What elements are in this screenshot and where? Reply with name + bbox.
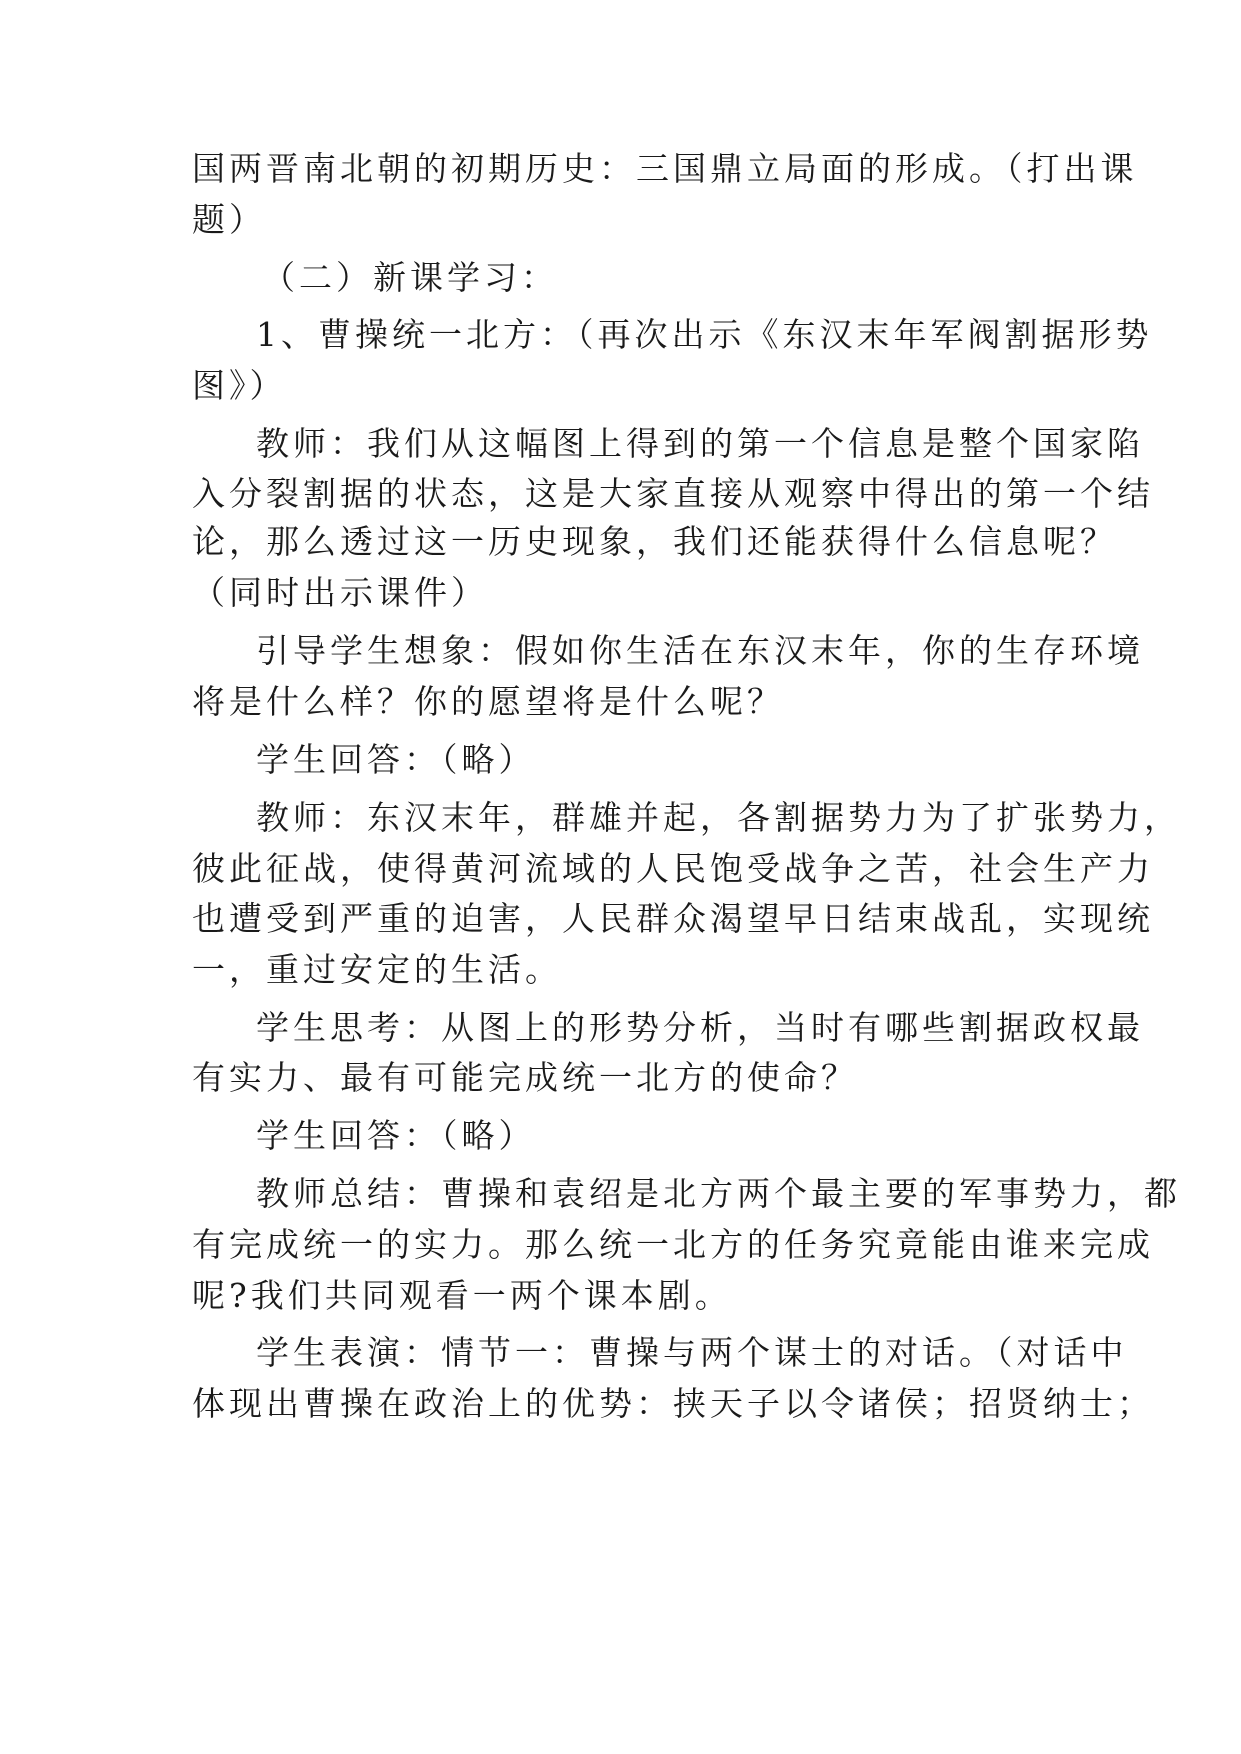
- text-line: 国两晋南北朝的初期历史：三国鼎立局面的形成。（打出课: [192, 149, 1138, 188]
- text-line: 学生表演：情节一：曹操与两个谋士的对话。（对话中: [256, 1333, 1128, 1372]
- text-line: 学生回答：（略）: [256, 740, 536, 779]
- text-line: 有实力、最有可能完成统一北方的使命？: [192, 1058, 858, 1097]
- text-line: 学生回答：（略）: [256, 1116, 536, 1155]
- section-heading: （二）新课学习：: [262, 258, 558, 297]
- text-line: 题）: [192, 200, 266, 239]
- text-line: 引导学生想象：假如你生活在东汉末年，你的生存环境: [256, 631, 1144, 670]
- text-line: 有完成统一的实力。那么统一北方的任务究竟能由谁来完成: [192, 1225, 1154, 1264]
- text-line: 体现出曹操在政治上的优势：挟天子以令诸侯；招贤纳士；: [192, 1384, 1154, 1423]
- text-line: 也遭受到严重的迫害，人民群众渴望早日结束战乱，实现统: [192, 899, 1154, 938]
- text-line: （同时出示课件）: [192, 573, 488, 612]
- text-line: 将是什么样？你的愿望将是什么呢？: [192, 682, 784, 721]
- text-line: 彼此征战，使得黄河流域的人民饱受战争之苦，社会生产力: [192, 849, 1154, 888]
- text-line: 一，重过安定的生活。: [192, 950, 562, 989]
- text-line: 教师：我们从这幅图上得到的第一个信息是整个国家陷: [256, 424, 1144, 463]
- text-line: 教师总结：曹操和袁绍是北方两个最主要的军事势力，都: [256, 1174, 1181, 1213]
- text-line: 论，那么透过这一历史现象，我们还能获得什么信息呢？: [192, 522, 1117, 561]
- text-line: 呢?我们共同观看一两个课本剧。: [192, 1276, 732, 1315]
- text-line: 教师：东汉末年，群雄并起，各割据势力为了扩张势力，: [256, 798, 1181, 837]
- text-line: 学生思考：从图上的形势分析，当时有哪些割据政权最: [256, 1008, 1144, 1047]
- text-line: 1、曹操统一北方：（再次出示《东汉末年军阀割据形势: [256, 315, 1153, 354]
- text-line: 图》）: [192, 366, 287, 405]
- text-line: 入分裂割据的状态，这是大家直接从观察中得出的第一个结: [192, 474, 1154, 513]
